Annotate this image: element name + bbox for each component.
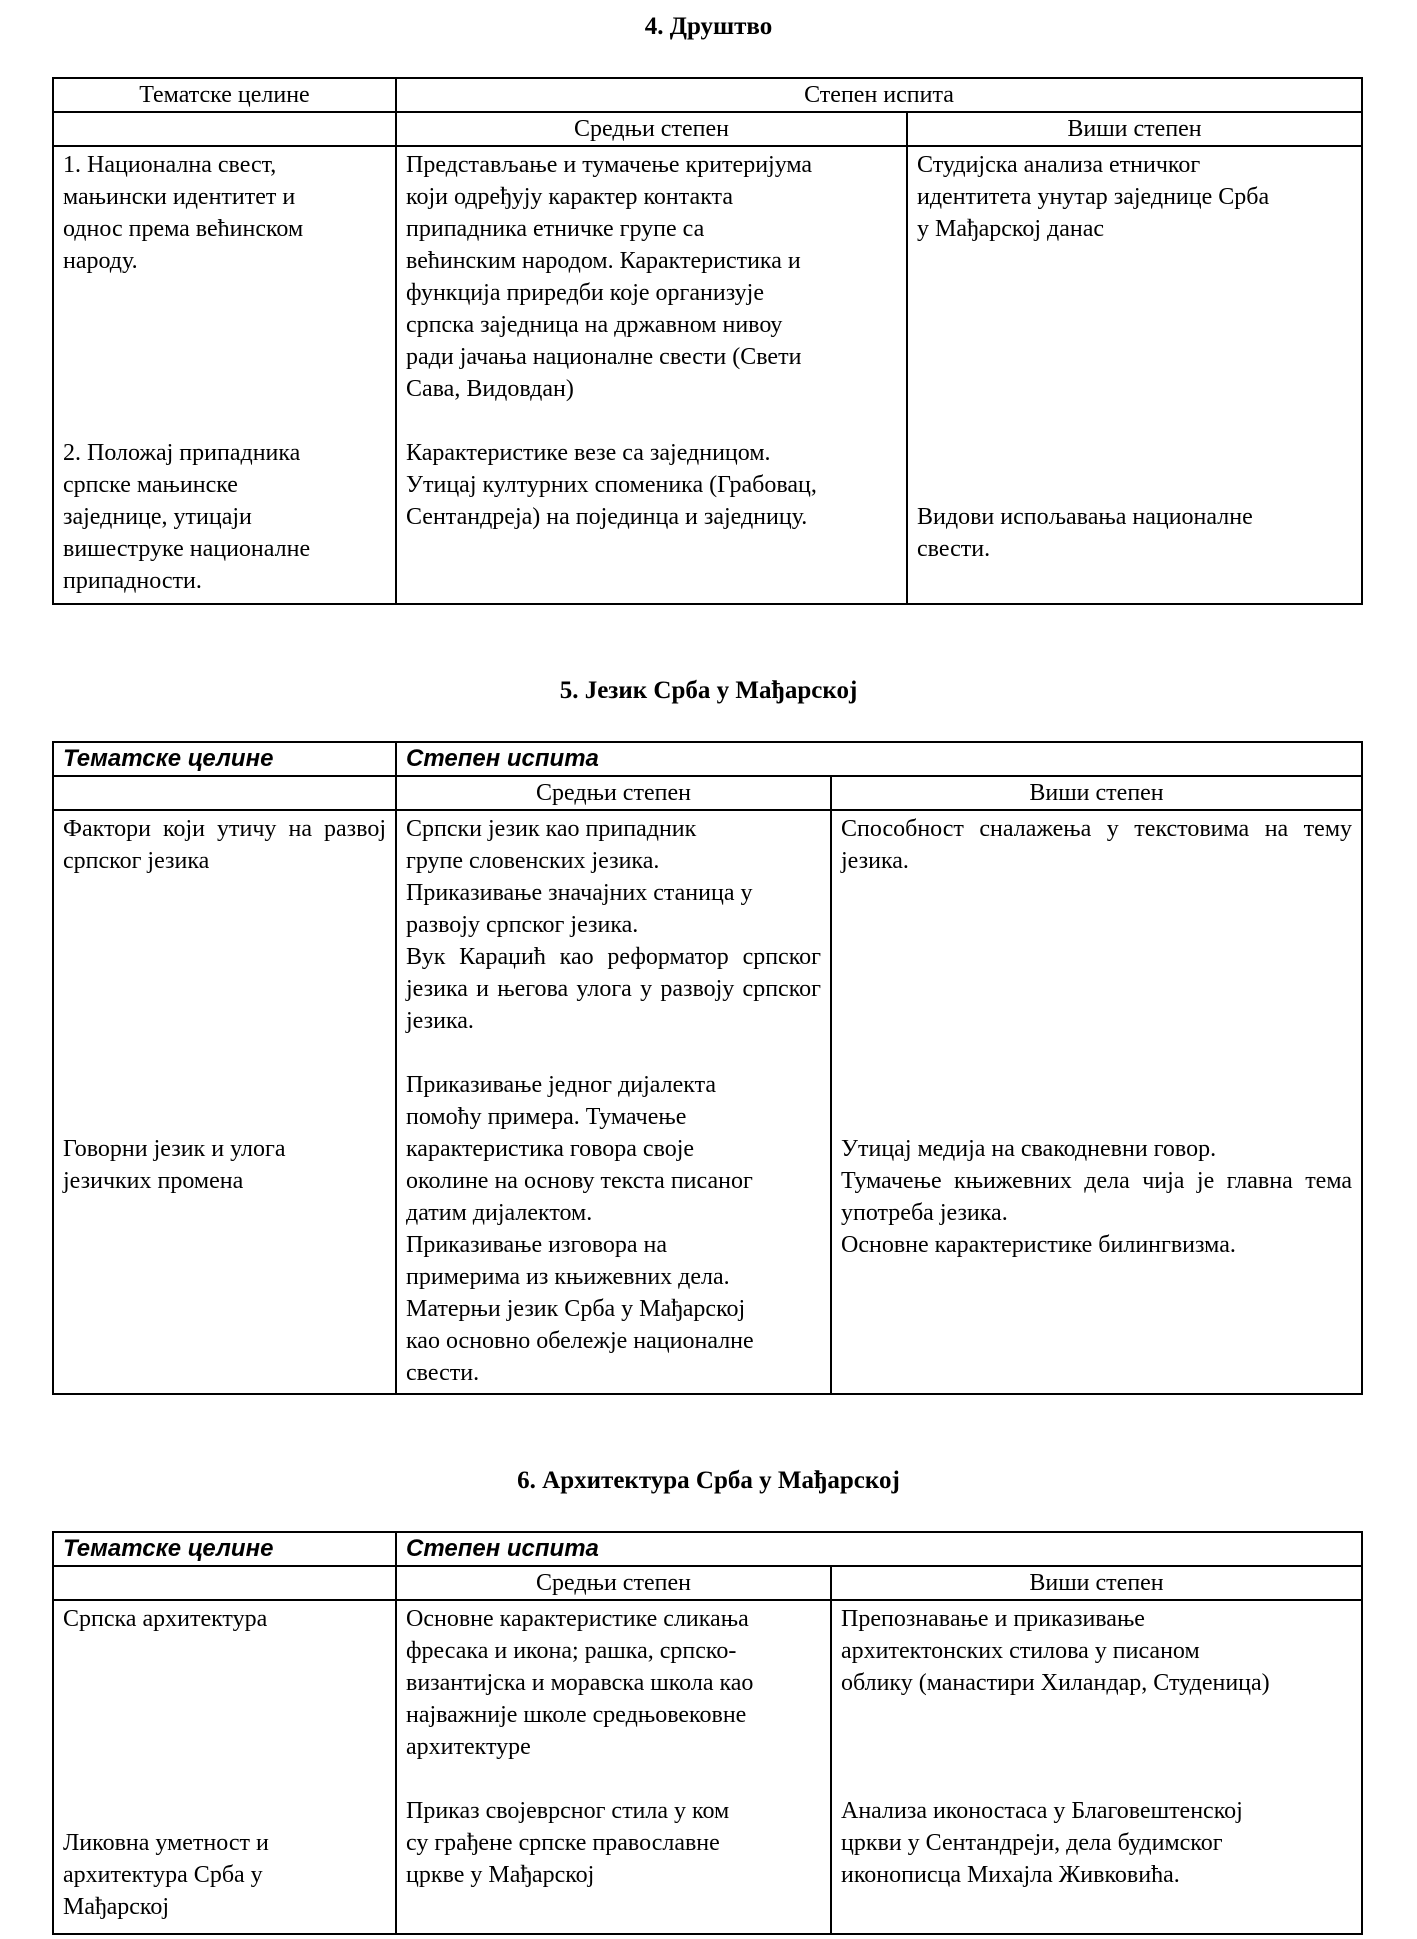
- header-middle-level: Средњи степен: [396, 776, 831, 810]
- header-middle-level: Средњи степен: [396, 112, 907, 146]
- header-higher-level: Виши степен: [831, 1566, 1362, 1600]
- higher-level-cell: Студијска анализа етничког идентитета унутар заједнице Срба у Мађарској данас Видови испољавања националне свести.: [907, 146, 1362, 604]
- header-themes: Тематске целине: [53, 78, 396, 112]
- header-exam-level: Степен испита: [396, 742, 1362, 776]
- middle-level-cell: Српски језик као припадник групе словенских језика. Приказивање значајних станица у развоју српског језика. Вук Караџић као реформатор српског језика и његова улога у развоју српског језика. Приказивање једног дијалекта помоћу примера. Тумачење карактеристика говора своје околине на основу текста писаног датим дијалектом. Приказивање изговора на примерима из књижевних дела. Матерњи језик Срба у Мађарској као основно обележје националне свести.: [396, 810, 831, 1394]
- section-4-title: 4. Друштво: [644, 13, 773, 40]
- theme-cell: Српска архитектура Ликовна уметност и архитектура Срба у Мађарској: [53, 1600, 396, 1934]
- middle-level-cell: Основне карактеристике сликања фресака и икона; рашка, српско- византијска и моравска школа као најважније школе средњовековне архитектуре Приказ својеврсног стила у ком су грађене српске православне цркве у Мађарској: [396, 1600, 831, 1934]
- higher-level-cell: Препознавање и приказивање архитектонских стилова у писаном облику (манастири Хиландар, Студеница) Анализа иконостаса у Благовештенској цркви у Сентандреји, дела будимског иконописца Михајла Живковића.: [831, 1600, 1362, 1934]
- header-exam-level: Степен испита: [396, 78, 1362, 112]
- middle-level-cell: Представљање и тумачење критеријума који одређују карактер контакта припадника етничке групе са већинским народом. Карактеристика и функција приредби које организује српска заједница на државном нивоу ради јачања националне свести (Свети Сава, Видовдан) Карактеристике везе са заједницом. Утицај културних споменика (Грабовац, Сентандреја) на појединца и заједницу.: [396, 146, 907, 604]
- header-middle-level: Средњи степен: [396, 1566, 831, 1600]
- theme-cell: 1. Национална свест, мањински идентитет и однос према већинском народу. 2. Положај припадника српске мањинске заједнице, утицаји вишеструке националне припадности.: [53, 146, 396, 604]
- section-6-title: 6. Архитектура Срба у Мађарској: [517, 1467, 900, 1494]
- table-section-6: [52, 1531, 1363, 1935]
- header-empty: [53, 776, 396, 810]
- header-higher-level: Виши степен: [831, 776, 1362, 810]
- header-themes: Тематске целине: [53, 1532, 396, 1566]
- section-5-title: 5. Језик Срба у Мађарској: [559, 677, 858, 704]
- header-empty: [53, 112, 396, 146]
- header-higher-level: Виши степен: [907, 112, 1362, 146]
- theme-cell: Фактори који утичу на развој српског језика Говорни језик и улога језичких промена: [53, 810, 396, 1394]
- table-section-5: [52, 741, 1363, 1395]
- higher-level-cell: Способност сналажења у текстовима на тему језика. Утицај медија на свакодневни говор. Тумачење књижевних дела чија је главна тема употреба језика. Основне карактеристике билингвизма.: [831, 810, 1362, 1394]
- header-themes: Тематске целине: [53, 742, 396, 776]
- table-section-4: [52, 77, 1363, 605]
- header-exam-level: Степен испита: [396, 1532, 1362, 1566]
- header-empty: [53, 1566, 396, 1600]
